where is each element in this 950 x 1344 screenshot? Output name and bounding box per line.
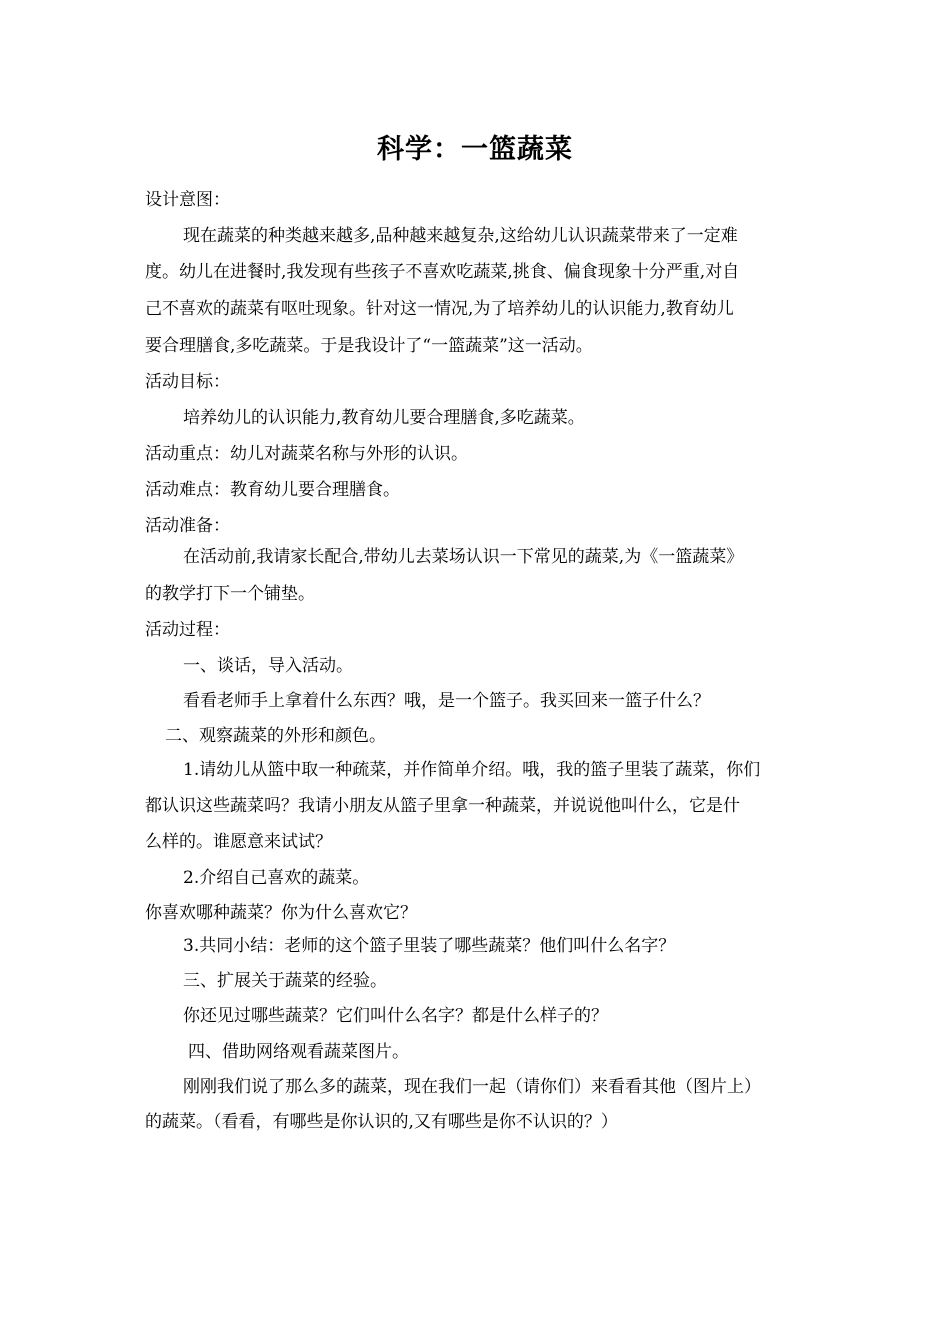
paragraph-line: 的教学打下一个铺垫。 <box>145 584 315 604</box>
paragraph-line: 都认识这些蔬菜吗？我请小朋友从篮子里拿一种蔬菜，并说说他叫什么，它是什 <box>145 796 740 816</box>
paragraph-line: 度。幼儿在进餐时,我发现有些孩子不喜欢吃蔬菜,挑食、偏食现象十分严重,对自 <box>145 262 740 282</box>
document-title: 科学：一篮蔬菜 <box>377 134 573 165</box>
paragraph-line: 看看老师手上拿着什么东西？哦，是一个篮子。我买回来一篮子什么？ <box>183 691 710 711</box>
paragraph-line: 要合理膳食,多吃蔬菜。于是我设计了“一篮蔬菜”这一活动。 <box>145 336 593 356</box>
paragraph-line: 刚刚我们说了那么多的蔬菜，现在我们一起（请你们）来看看其他（图片上） <box>183 1077 761 1097</box>
subsection-heading: 二、观察蔬菜的外形和颜色。 <box>165 726 386 746</box>
paragraph-line: 么样的。谁愿意来试试？ <box>145 832 332 852</box>
paragraph-line: 在活动前,我请家长配合,带幼儿去菜场认识一下常见的蔬菜,为《一篮蔬菜》 <box>183 547 744 567</box>
paragraph-line: 3.共同小结：老师的这个篮子里装了哪些蔬菜？他们叫什么名字？ <box>183 936 676 956</box>
section-heading-process: 活动过程： <box>145 620 230 640</box>
subsection-heading: 一、谈话，导入活动。 <box>183 656 353 676</box>
paragraph-line: 培养幼儿的认识能力,教育幼儿要合理膳食,多吃蔬菜。 <box>183 408 585 428</box>
subsection-heading: 三、扩展关于蔬菜的经验。 <box>183 971 387 991</box>
section-heading-difficulty: 活动难点：教育幼儿要合理膳食。 <box>145 480 400 500</box>
paragraph-line: 己不喜欢的蔬菜有呕吐现象。针对这一情况,为了培养幼儿的认识能力,教育幼儿 <box>145 299 734 319</box>
section-heading-key-point: 活动重点：幼儿对蔬菜名称与外形的认识。 <box>145 444 468 464</box>
paragraph-line: 现在蔬菜的种类越来越多,品种越来越复杂,这给幼儿认识蔬菜带来了一定难 <box>183 226 738 246</box>
paragraph-line: 的蔬菜。（看看，有哪些是你认识的,又有哪些是你不认识的？） <box>145 1112 618 1132</box>
subsection-heading: 四、借助网络观看蔬菜图片。 <box>188 1042 409 1062</box>
paragraph-line: 1.请幼儿从篮中取一种疏菜，并作简单介绍。哦，我的篮子里装了蔬菜，你们 <box>183 760 761 780</box>
paragraph-line: 你喜欢哪种蔬菜？你为什么喜欢它？ <box>145 903 417 923</box>
section-heading-preparation: 活动准备： <box>145 516 230 536</box>
section-heading-goals: 活动目标： <box>145 372 230 392</box>
section-heading-design-intent: 设计意图： <box>145 190 230 210</box>
paragraph-line: 你还见过哪些蔬菜？它们叫什么名字？都是什么样子的？ <box>183 1006 608 1026</box>
paragraph-line: 2.介绍自己喜欢的蔬菜。 <box>183 868 370 888</box>
